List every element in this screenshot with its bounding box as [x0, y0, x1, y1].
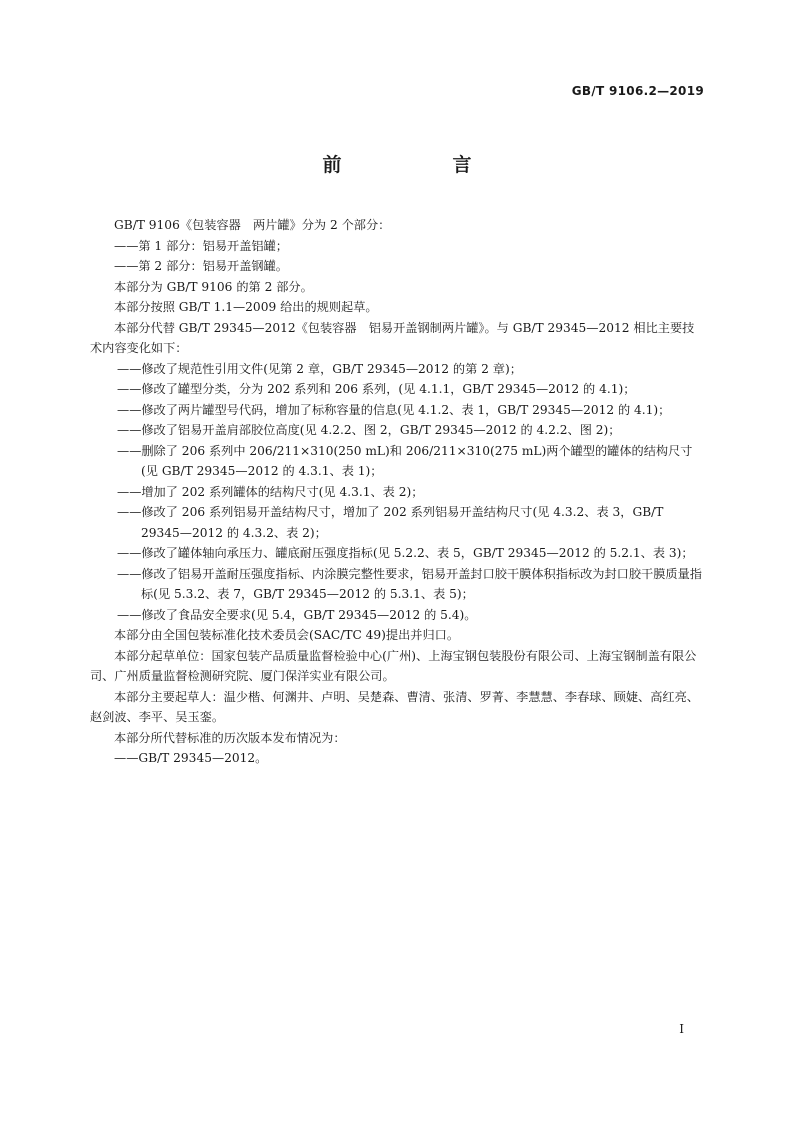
page-number: I: [679, 1022, 684, 1036]
paragraph: 本部分起草单位：国家包装产品质量监督检验中心(广州)、上海宝钢包装股份有限公司、上海宝钢制盖有限公司、广州质量监督检测研究院、厦门保洋实业有限公司。: [90, 648, 697, 683]
paragraph: 本部分代替 GB/T 29345—2012《包装容器 铝易开盖钢制两片罐》。与 GB/T 29345—2012 相比主要技术内容变化如下：: [90, 320, 695, 355]
change-item: ——增加了 202 系列罐体的结构尺寸(见 4.3.1、表 2)；: [117, 484, 424, 499]
change-item: ——修改了罐体轴向承压力、罐底耐压强度指标(见 5.2.2、表 5，GB/T 29345—2012 的 5.2.1、表 3)；: [117, 546, 694, 560]
paragraph: 本部分为 GB/T 9106 的第 2 部分。: [114, 279, 313, 294]
standard-number: GB/T 9106.2—2019: [571, 84, 704, 98]
document-body: [90, 215, 704, 769]
change-item: ——修改了罐型分类，分为 202 系列和 206 系列，(见 4.1.1，GB/T 29345—2012 的 4.1)；: [117, 382, 636, 396]
paragraph: 本部分主要起草人：温少楷、何渊井、卢明、吴楚森、曹清、张清、罗菁、李慧慧、李春球、顾婕、高红亮、赵剑波、李平、吴玉銮。: [90, 689, 699, 724]
change-item: ——修改了铝易开盖耐压强度指标、内涂膜完整性要求，铝易开盖封口胶干膜体积指标改为封口胶干膜质量指标(见 5.3.2、表 7，GB/T 29345—2012 的 5.3.1、表 5)；: [117, 566, 702, 601]
list-item: ——第 2 部分：铝易开盖钢罐。: [114, 259, 288, 273]
list-item: ——GB/T 29345—2012。: [114, 751, 268, 765]
paragraph: 本部分按照 GB/T 1.1—2009 给出的规则起草。: [114, 300, 378, 314]
change-item: ——修改了 206 系列铝易开盖结构尺寸，增加了 202 系列铝易开盖结构尺寸(见 4.3.2、表 3，GB/T 29345—2012 的 4.3.2、表 2)；: [117, 505, 664, 540]
paragraph: GB/T 9106《包装容器 两片罐》分为 2 个部分：: [114, 218, 391, 232]
list-item: ——第 1 部分：铝易开盖铝罐；: [114, 238, 288, 253]
paragraph: 本部分由全国包装标准化技术委员会(SAC/TC 49)提出并归口。: [114, 628, 460, 642]
change-item: ——修改了铝易开盖肩部胶位高度(见 4.2.2、图 2，GB/T 29345—2012 的 4.2.2、图 2)；: [117, 423, 621, 437]
paragraph: 本部分所代替标准的历次版本发布情况为：: [114, 730, 346, 745]
change-item: ——删除了 206 系列中 206/211×310(250 mL)和 206/211×310(275 mL)两个罐型的罐体的结构尺寸(见 GB/T 29345—2012 的 4.3.1、表 1)；: [117, 443, 693, 478]
change-item: ——修改了两片罐型号代码，增加了标称容量的信息(见 4.1.2、表 1，GB/T 29345—2012 的 4.1)；: [117, 402, 671, 417]
change-item: ——修改了规范性引用文件(见第 2 章，GB/T 29345—2012 的第 2 章)；: [117, 361, 522, 376]
page-title: 前 言: [322, 154, 518, 176]
change-item: ——修改了食品安全要求(见 5.4，GB/T 29345—2012 的 5.4)。: [117, 607, 477, 622]
